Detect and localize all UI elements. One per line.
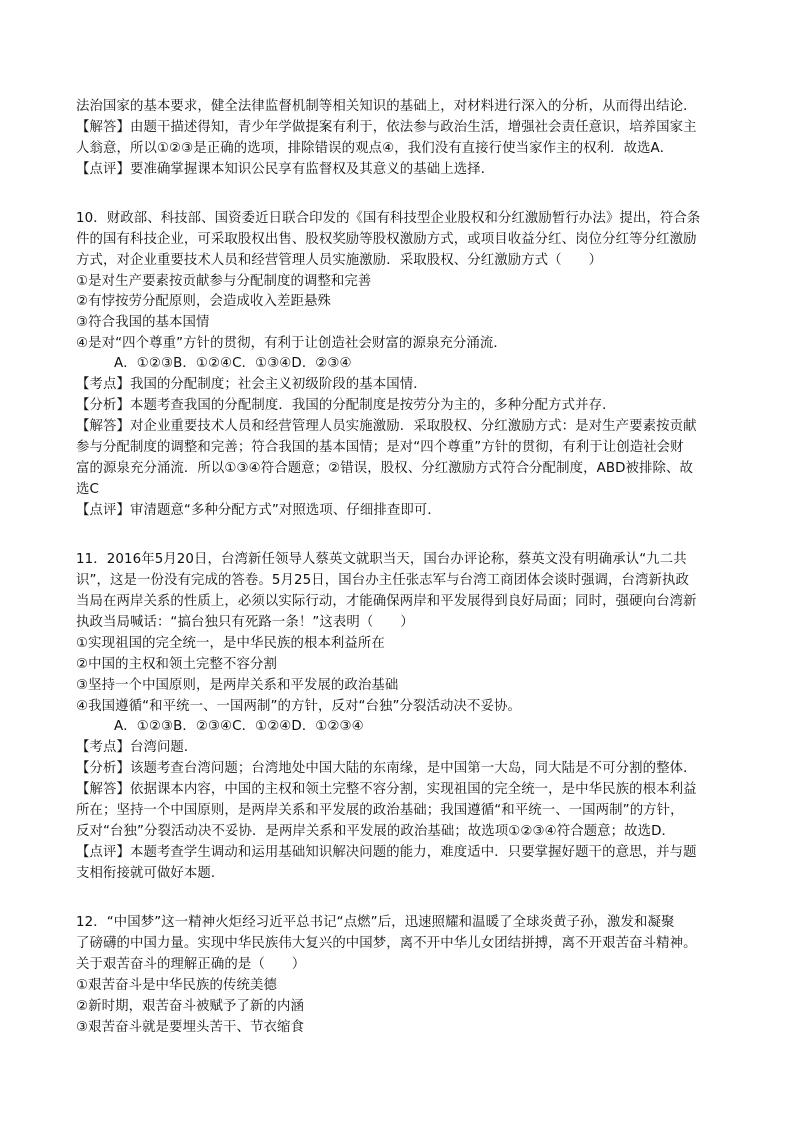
q10-option: ④是对“四个尊重”方针的贯彻，有利于让创造社会财富的源泉充分涌流．	[76, 336, 507, 351]
q11-stem-line: 当局在两岸关系的性质上，必须以实际行动，才能确保两岸和平发展得到良好局面；同时，强硬向台湾新	[76, 594, 697, 609]
q11-option: ①实现祖国的完全统一，是中华民族的根本利益所在	[76, 636, 385, 651]
q11-fenxi: 【分析】该题考查台湾问题；台湾地处中国大陆的东南缘，是中国第一大岛，同大陆是不可分割的整体．	[76, 761, 697, 776]
q11-dianping-line: 支相衔接就可做好本题．	[76, 866, 225, 881]
intro-answer-line: 人翁意，所以①②③是正确的选项，排除错误的观点④，我们没有直接行使当家作主的权利．故选A．	[76, 141, 674, 156]
q12-stem-line: 12．“中国梦”这一精神火炬经习近平总书记“点燃”后，迅速照耀和温暖了全球炎黄子孙，激发和凝聚	[76, 915, 675, 930]
intro-answer-line: 【解答】由题干描述得知，青少年学做提案有利于，依法参与政治生活，增强社会责任意识，培养国家主	[76, 120, 697, 135]
q11-jieda-line: 所在；坚持一个中国原则，是两岸关系和平发展的政治基础；我国遵循“和平统一、一国两制”的方针，	[76, 803, 684, 818]
q10-choices: A．①②③B．①②④C．①③④D．②③④	[114, 356, 352, 371]
q10-jieda-line: 富的源泉充分涌流．所以①③④符合题意；②错误，股权、分红激励方式符合分配制度，ABD被排除、故	[76, 461, 693, 476]
q10-stem-line: 件的国有科技企业，可采取股权出售、股权奖励等股权激励方式，或项目收益分红、岗位分红等分红激励	[76, 232, 697, 247]
intro-line: 法治国家的基本要求，健全法律监督机制等相关知识的基础上，对材料进行深入的分析，从而得出结论．	[76, 99, 697, 114]
q10-jieda-line: 【解答】对企业重要技术人员和经营管理人员实施激励．采取股权、分红激励方式：是对生产要素按贡献	[76, 419, 697, 434]
q10-kaodian: 【考点】我国的分配制度；社会主义初级阶段的基本国情．	[76, 377, 427, 392]
q10-fenxi: 【分析】本题考查我国的分配制度．我国的分配制度是按劳分为主的，多种分配方式并存．	[76, 398, 616, 413]
q11-option: ②中国的主权和领土完整不容分割	[76, 657, 277, 672]
q12-option: ②新时期，艰苦奋斗被赋予了新的内涵	[76, 999, 304, 1014]
q11-stem-line: 11．2016年5月20日，台湾新任领导人蔡英文就职当天，国台办评论称，蔡英文没有明确承认“九二共	[76, 552, 687, 567]
q11-option: ④我国遵循“和平统一、一国两制”的方针，反对“台独”分裂活动决不妥协。	[76, 699, 521, 714]
q10-jieda-line: 选C	[76, 482, 99, 497]
q11-stem-line: 执政当局喊话：“搞台独只有死路一条！”这表明（ ）	[76, 615, 414, 630]
q10-dianping: 【点评】审清题意“多种分配方式”对照选项、仔细排查即可．	[76, 503, 441, 518]
q12-stem-line: 了磅礴的中国力量。实现中华民族伟大复兴的中国梦，离不开中华儿女团结拼搏，离不开艰苦奋斗精神。	[76, 936, 697, 951]
q10-jieda-line: 参与分配制度的调整和完善；符合我国的基本国情；是对“四个尊重”方针的贯彻，有利于让创造社会财	[76, 440, 684, 455]
intro-comment-line: 【点评】要准确掌握课本知识公民享有监督权及其意义的基础上选择．	[76, 162, 495, 177]
q11-jieda-line: 【解答】依据课本内容，中国的主权和领土完整不容分割，实现祖国的完全统一，是中华民族的根本利益	[76, 782, 697, 797]
q11-option: ③坚持一个中国原则，是两岸关系和平发展的政治基础	[76, 678, 399, 693]
q10-option: ③符合我国的基本国情	[76, 315, 210, 330]
q12-option: ③艰苦奋斗就是要埋头苦干、节衣缩食	[76, 1020, 304, 1035]
q11-dianping-line: 【点评】本题考查学生调动和运用基础知识解决问题的能力，难度适中．只要掌握好题干的意思，并与题	[76, 845, 697, 860]
q12-option: ①艰苦奋斗是中华民族的传统美德	[76, 978, 277, 993]
q11-choices: A．①②③B．②③④C．①②④D．①②③④	[114, 719, 364, 734]
q10-stem-line: 方式，对企业重要技术人员和经营管理人员实施激励．采取股权、分红激励方式（ ）	[76, 253, 603, 268]
q12-stem-line: 关于艰苦奋斗的理解正确的是（ ）	[76, 957, 306, 972]
q10-option: ②有悖按劳分配原则，会造成收入差距悬殊	[76, 294, 331, 309]
q10-stem-line: 10．财政部、科技部、国资委近日联合印发的《国有科技型企业股权和分红激励暂行办法》提出，符合条	[76, 211, 701, 226]
q11-stem-line: 识”，这是一份没有完成的答卷。5月25日，国台办主任张志军与台湾工商团体会谈时强调，台湾新执政	[76, 573, 689, 588]
q11-jieda-line: 反对“台独”分裂活动决不妥协．是两岸关系和平发展的政治基础；故选项①②③④符合题意；故选D．	[76, 824, 676, 839]
q10-option: ①是对生产要素按贡献参与分配制度的调整和完善	[76, 274, 372, 289]
q11-kaodian: 【考点】台湾问题．	[76, 740, 198, 755]
